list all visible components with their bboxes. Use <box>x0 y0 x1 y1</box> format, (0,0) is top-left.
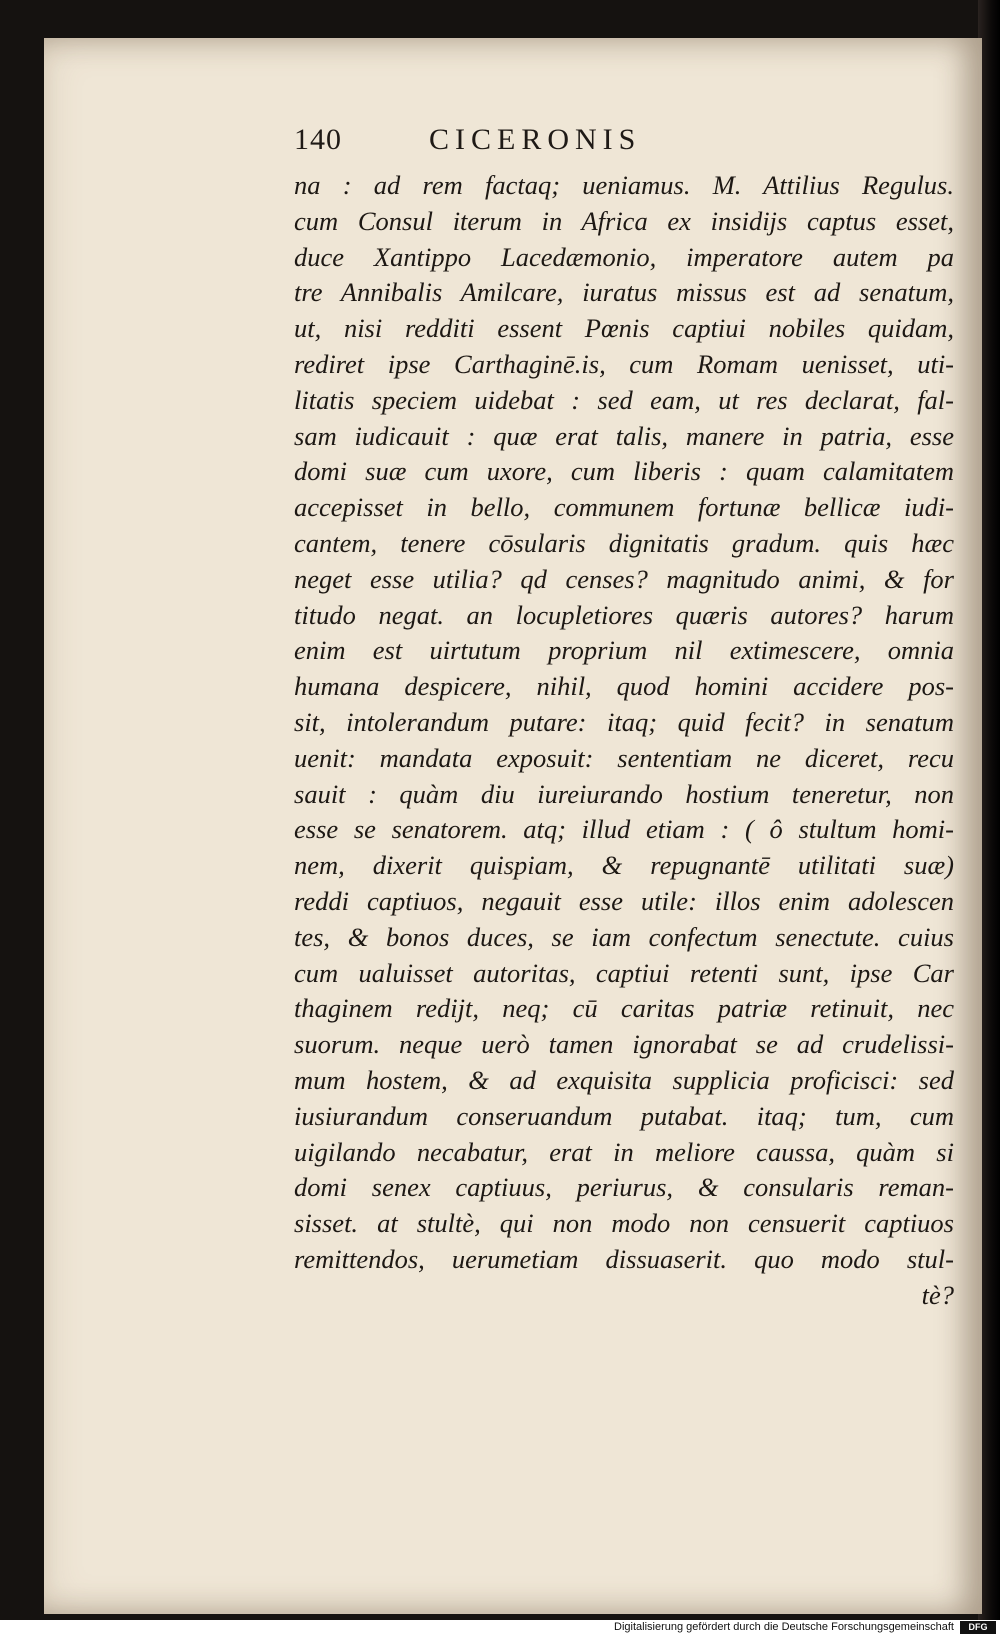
text-line: suorum. neque uerò tamen ignorabat se ad crudelissi- <box>294 1029 954 1060</box>
text-line: cum ualuisset autoritas, captiui retenti sunt, ipse Car <box>294 957 954 988</box>
body-text <box>294 168 954 1314</box>
text-line: uigilando necabatur, erat in meliore caussa, quàm si <box>294 1136 954 1167</box>
text-line: accepisset in bello, communem fortunæ bellicæ iudi- <box>294 492 954 523</box>
page-header <box>294 123 794 163</box>
text-line: cum Consul iterum in Africa ex insidijs captus esset, <box>294 205 954 236</box>
catchword: tè? <box>921 1279 954 1310</box>
text-line: mum hostem, & ad exquisita supplicia proficisci: sed <box>294 1064 954 1095</box>
text-line: enim est uirtutum proprium nil extimescere, omnia <box>294 635 954 666</box>
running-head: CICERONIS <box>429 123 642 156</box>
text-line: domi senex captiuus, periurus, & consularis reman- <box>294 1172 954 1203</box>
text-line: sam iudicauit : quæ erat talis, manere in patria, esse <box>294 420 954 451</box>
text-line: ut, nisi redditi essent Pœnis captiui nobiles quidam, <box>294 313 954 344</box>
digitization-footer <box>0 1620 1000 1635</box>
text-line: litatis speciem uidebat : sed eam, ut res declarat, fal- <box>294 384 954 415</box>
text-line: neget esse utilia? qd censes? magnitudo animi, & for <box>294 563 954 594</box>
footer-credit: Digitalisierung gefördert durch die Deutsche Forschungsgemeinschaft <box>614 1621 954 1633</box>
dfg-logo: DFG <box>960 1621 996 1634</box>
text-line: sauit : quàm diu iureiurando hostium teneretur, non <box>294 778 954 809</box>
text-line: domi suæ cum uxore, cum liberis : quam calamitatem <box>294 456 954 487</box>
text-line: na : ad rem factaq; ueniamus. M. Attilius Regulus. <box>294 170 954 200</box>
text-line: cantem, tenere cōsularis dignitatis gradum. quis hæc <box>294 527 954 558</box>
page-number: 140 <box>294 123 342 156</box>
book-page <box>44 38 982 1614</box>
text-line: sisset. at stultè, qui non modo non censuerit captiuos <box>294 1208 954 1239</box>
text-line: humana despicere, nihil, quod homini accidere pos- <box>294 671 954 702</box>
text-line: iusiurandum conseruandum putabat. itaq; tum, cum <box>294 1100 954 1131</box>
text-line: uenit: mandata exposuit: sententiam ne diceret, recu <box>294 742 954 773</box>
text-line: thaginem redijt, neq; cū caritas patriæ retinuit, nec <box>294 993 954 1024</box>
text-line: titudo negat. an locupletiores quæris autores? harum <box>294 599 954 630</box>
text-line: tre Annibalis Amilcare, iuratus missus est ad senatum, <box>294 277 954 308</box>
text-line: nem, dixerit quispiam, & repugnantē utilitati suæ) <box>294 850 954 881</box>
text-line: esse se senatorem. atq; illud etiam : ( ô stultum homi- <box>294 814 954 845</box>
text-line: sit, intolerandum putare: itaq; quid fecit? in senatum <box>294 706 954 737</box>
text-line: tes, & bonos duces, se iam confectum senectute. cuius <box>294 921 954 952</box>
text-line: rediret ipse Carthaginē.is, cum Romam uenisset, uti- <box>294 348 954 379</box>
text-line: duce Xantippo Lacedæmonio, imperatore autem pa <box>294 241 954 272</box>
text-line: remittendos, uerumetiam dissuaserit. quo modo stul- <box>294 1243 954 1274</box>
text-line: reddi captiuos, negauit esse utile: illos enim adolescen <box>294 885 954 916</box>
